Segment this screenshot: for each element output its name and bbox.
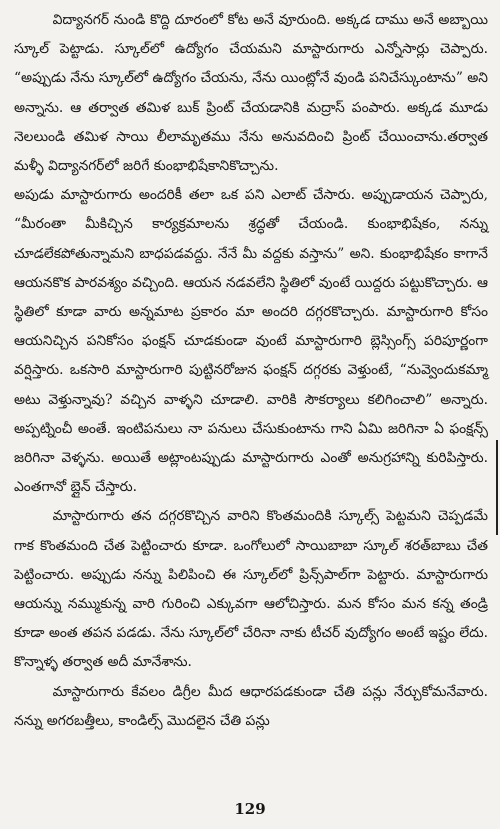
paragraph-2: అపుడు మాస్టారుగారు అందరికీ తలా ఒక పని ఎలాట్ చేసారు. అప్పుడాయన చెప్పారు, “మీరంతా మీకిచ్చిన కార్యక్రమాలను శ్రద్ధతో చేయండి. కుంభాభిషేకం, నన్ను చూడలేకపోతున్నామని బాధపడవద్దు. నేనే మీ వద్దకు వస్తాను” అని. కుంభాభిషేకం కాగానే ఆయనకొక పారవశ్యం వచ్చింది. ఆయన నడవలేని స్థితిలో వుంటే యిద్దరు పట్టుకొచ్చారు. ఆ స్థితిలో కూడా వారు అన్నమాట ప్రకారం మా అందరి దగ్గరకొచ్చారు. మాస్టారుగారి కోసం ఆయనిచ్చిన పనికోసం ఫంక్షన్ చూడకుండా వుంటే మాస్టారుగారి బ్లెస్సింగ్స్ పరిపూర్ణంగా వర్షిస్తారు. ఒకసారి మాస్టారుగారి పుట్టినరోజున ఫంక్షన్ దగ్గరకు వెళ్తుంటే, “నువ్వెందుకమ్మా అటు వెళ్తున్నావు? వచ్చిన వాళ్ళని చూడాలి. వారికి సౌకర్యాలు కలిగించాలి” అన్నారు. అప్పట్నించీ అంతే. ఇంటిపనులు నా పనులు చేసుకుంటాను గాని ఏమి జరిగినా ఏ ఫంక్షన్స్ జరిగినా వెళ్ళను. అయితే అట్లాంటప్పుడు మాస్టారుగారు ఎంతో అనుగ్రహాన్ని కురిపిస్తారు. ఎంతగానో బ్లైన్ చేస్తారు. — [14, 187, 488, 496]
paragraph-3: మాస్టారుగారు తన దగ్గరకొచ్చిన వారిని కొంతమందికి స్కూల్స్ పెట్టమని చెప్పడమే గాక కొంతమంది చేత పెట్టించారు కూడా. ఒంగోలులో సాయిబాబా స్కూల్ శరత్‌బాబు చేత పెట్టించారు. అప్పుడు నన్ను పిలిపించి ఈ స్కూల్‌లో ప్రిన్స్‌పాల్‌గా పెట్టారు. మాస్టారుగారు ఆయన్ను నమ్ముకున్న వారి గురించి ఎక్కువగా ఆలోచిస్తారు. మన కోసం మన కన్న తండ్రి కూడా అంత తపన పడడు. నేను స్కూల్‌లో చేరినా నాకు టీచర్ వుద్యోగం అంటే ఇష్టం లేదు. కొన్నాళ్ళ తర్వాత అదీ మానేశాను. — [14, 508, 488, 671]
paragraph-1: విద్యానగర్ నుండి కొద్ది దూరంలో కోట అనే వూరుంది. అక్కడ దాము అనే అబ్బాయి స్కూల్ పెట్టాడు. స్కూల్‌లో ఉద్యోగం చేయమని మాస్టారుగారు ఎన్నోసార్లు చెప్పారు. “అప్పుడు నేను స్కూల్‌లో ఉద్యోగం చేయను, నేను యింట్లోనే వుండి పనిచేస్కుంటాను” అని అన్నాను. ఆ తర్వాత తమిళ బుక్ ప్రింట్ చేయడానికి మద్రాస్ పంపారు. అక్కడ మూడు నెలలుండి తమిళ సాయి లీలామృతము నేను అనువదించి ప్రింట్ చేయించాను.తర్వాత మళ్ళీ విద్యానగర్‌లో జరిగే కుంభాభిషేకానికొచ్చాను. — [14, 12, 488, 175]
page-number: 129 — [234, 800, 266, 818]
scan-edge-mark — [496, 440, 498, 535]
body-text — [14, 6, 488, 736]
paragraph-4: మాస్టారుగారు కేవలం డిగ్రీల మీద ఆధారపడకుండా చేతి పన్లు నేర్చుకోమనేవారు. నన్ను అగరబత్తీలు, కాండిల్స్ మొదలైన చేతి పన్లు — [14, 683, 488, 729]
